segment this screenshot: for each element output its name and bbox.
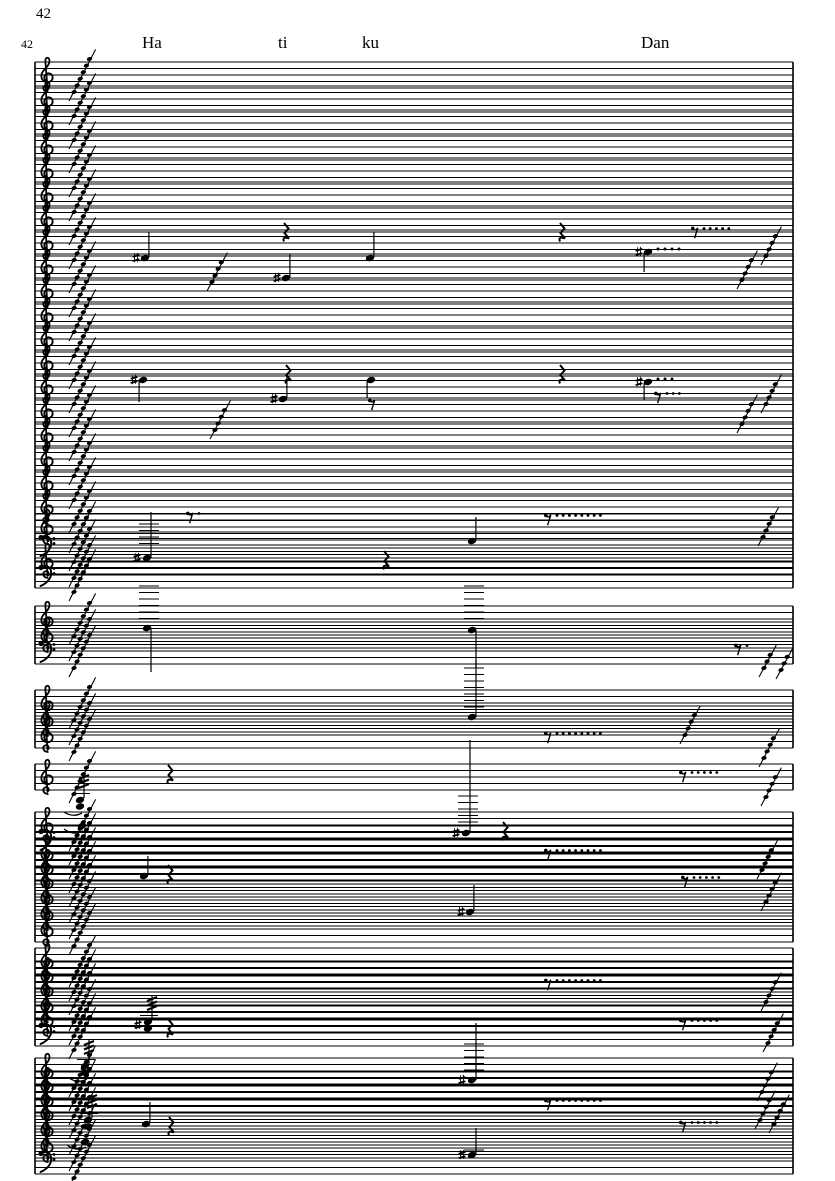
tremolo-dot (715, 227, 718, 230)
tremolo-dot (697, 1019, 700, 1022)
tremolo-dot (593, 732, 596, 735)
tremolo-dot (574, 514, 577, 517)
tremolo-dot (715, 771, 718, 774)
tremolo-dot (666, 392, 669, 395)
tremolo-dot (703, 227, 706, 230)
tremolo-dot (709, 1121, 712, 1124)
tremolo-dot (556, 1099, 559, 1102)
tremolo-dot (711, 876, 714, 879)
bass-clef-icon (53, 643, 56, 646)
tremolo-dot (568, 979, 571, 982)
lyric-syllable: Dan (641, 33, 670, 52)
tremolo-dot (709, 771, 712, 774)
tremolo-dot (697, 1121, 700, 1124)
tremolo-dot (593, 979, 596, 982)
bass-clef-icon (53, 831, 56, 834)
tremolo-dot (746, 644, 749, 647)
bass-clef-icon (53, 542, 56, 545)
bass-clef-icon (53, 1158, 56, 1161)
bass-clef-icon (53, 537, 56, 540)
tremolo-dot (198, 512, 201, 515)
tremolo-dot (568, 1099, 571, 1102)
tremolo-dot (691, 1121, 694, 1124)
tremolo-dot (562, 514, 565, 517)
sharp-icon (133, 255, 140, 257)
tremolo-dot (556, 979, 559, 982)
tremolo-dot (556, 849, 559, 852)
grace-slash (210, 401, 230, 439)
tremolo-dot (671, 378, 674, 381)
eighth-rest-icon (736, 645, 741, 655)
grace-slash (207, 253, 227, 291)
tremolo-dot (599, 979, 602, 982)
bass-clef-icon (53, 1030, 56, 1033)
grace-slash (757, 1063, 777, 1101)
sharp-icon (135, 1022, 142, 1024)
tremolo-dot (697, 771, 700, 774)
tremolo-dot (593, 1099, 596, 1102)
tremolo-dot (715, 1019, 718, 1022)
bass-clef-icon (53, 572, 56, 575)
tremolo-dot (599, 1099, 602, 1102)
tremolo-dot (580, 732, 583, 735)
tremolo-dot (703, 1019, 706, 1022)
tremolo-dot (580, 849, 583, 852)
grace-slash (761, 768, 781, 806)
lyric-syllable: Ha (142, 33, 162, 52)
tremolo-dot (678, 392, 681, 395)
tremolo-dot (587, 849, 590, 852)
measure-number-small: 42 (21, 37, 33, 51)
tremolo-dot (580, 979, 583, 982)
tremolo-dot (678, 248, 681, 251)
sharp-icon (459, 1152, 466, 1154)
tremolo-dot (580, 1099, 583, 1102)
measure-number: 42 (36, 6, 51, 22)
sharp-icon (636, 253, 643, 255)
tremolo-dot (699, 876, 702, 879)
tremolo-dot (556, 514, 559, 517)
tremolo-dot (574, 979, 577, 982)
tremolo-dot (705, 876, 708, 879)
tremolo-dot (562, 732, 565, 735)
tremolo-dot (599, 732, 602, 735)
eighth-rest-icon (683, 877, 688, 887)
tremolo-dot (587, 1099, 590, 1102)
tremolo-dot (587, 514, 590, 517)
tremolo-dot (693, 876, 696, 879)
grace-slash (761, 873, 781, 911)
eighth-rest-icon (188, 513, 193, 523)
quarter-rest-icon (384, 551, 389, 570)
sharp-icon (636, 383, 643, 385)
tremolo-dot (664, 378, 667, 381)
tremolo-dot (568, 514, 571, 517)
eighth-rest-icon (546, 850, 551, 860)
tremolo-dot (562, 1099, 565, 1102)
sharp-icon (131, 381, 138, 383)
tremolo-dot (568, 732, 571, 735)
tremolo-dot (599, 849, 602, 852)
tremolo-dot (574, 732, 577, 735)
tremolo-dot (593, 514, 596, 517)
eighth-rest-icon (681, 1122, 686, 1132)
tremolo-dot (715, 1121, 718, 1124)
tremolo-dot (580, 514, 583, 517)
tremolo-dot (562, 979, 565, 982)
tremolo-dot (703, 1121, 706, 1124)
quarter-rest-icon (168, 1019, 173, 1038)
bass-clef-icon (53, 567, 56, 570)
tremolo-dot (568, 849, 571, 852)
tremolo-dot (709, 227, 712, 230)
grace-slash (776, 647, 793, 679)
tremolo-dot (691, 771, 694, 774)
sharp-icon (134, 555, 141, 557)
tremolo-dot (691, 1019, 694, 1022)
tremolo-dot (727, 227, 730, 230)
tremolo-dot (672, 392, 675, 395)
lyric-syllable: ti (278, 33, 288, 52)
bass-clef-icon (53, 1025, 56, 1028)
tremolo-dot (599, 514, 602, 517)
lyric-syllable: ku (362, 33, 379, 52)
tremolo-dot (587, 732, 590, 735)
tremolo-dot (657, 378, 660, 381)
sharp-icon (131, 377, 138, 379)
grace-slash (680, 706, 700, 744)
tremolo-dot (664, 248, 667, 251)
tremolo-dot (587, 979, 590, 982)
tremolo-dot (709, 1019, 712, 1022)
tremolo-dot (717, 876, 720, 879)
bass-clef-icon (53, 1153, 56, 1156)
tremolo-dot (593, 849, 596, 852)
grace-slash (759, 645, 776, 677)
tremolo-dot (657, 248, 660, 251)
tremolo-dot (703, 771, 706, 774)
sharp-icon (459, 1081, 466, 1083)
tremolo-dot (556, 732, 559, 735)
sharp-icon (274, 279, 281, 281)
note-head (75, 802, 85, 811)
tremolo-dot (574, 1099, 577, 1102)
tremolo-dot (574, 849, 577, 852)
sharp-icon (453, 834, 460, 836)
sharp-icon (458, 909, 465, 911)
tremolo-dot (671, 248, 674, 251)
bass-clef-icon (53, 648, 56, 651)
tremolo-dot (721, 227, 724, 230)
quarter-rest-icon (168, 765, 173, 784)
sharp-icon (274, 275, 281, 277)
tremolo-dot (562, 849, 565, 852)
bass-clef-icon (53, 836, 56, 839)
